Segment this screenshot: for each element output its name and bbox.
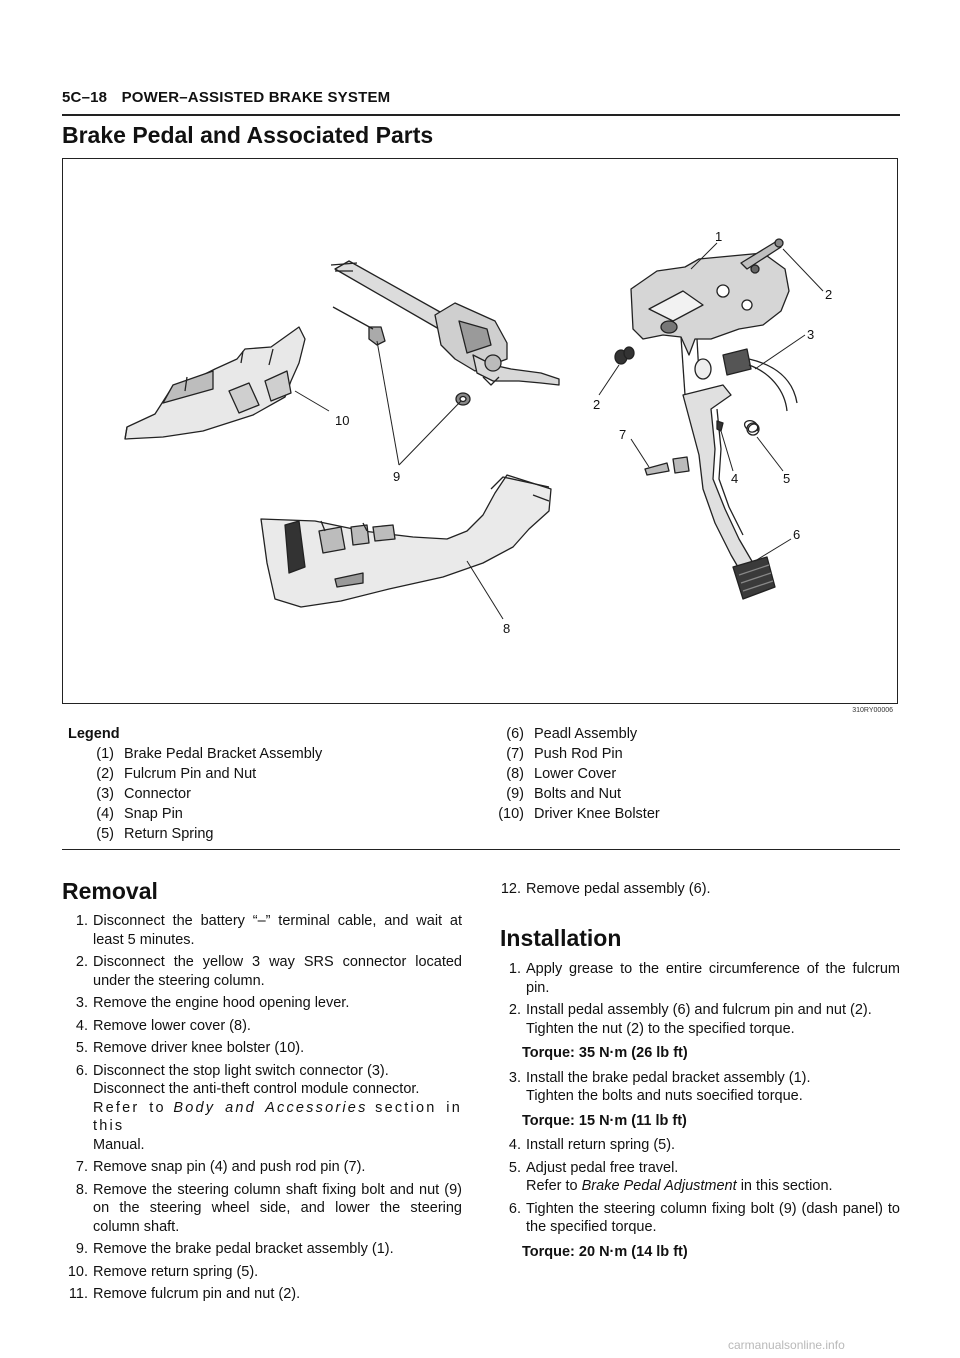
step-number: 1. [75,913,88,929]
step-text: Remove snap pin (4) and push rod pin (7). [93,1159,366,1175]
installation-step2-note: Tighten the nut (2) to the specified torque. [526,1020,795,1037]
legend-num: (4) [96,806,114,822]
step-number: 4. [508,1137,521,1153]
lower-cover-drawing [261,475,551,607]
installation-step3-note: Tighten the bolts and nuts soecified torque. [526,1088,803,1104]
note-text: Refer to [93,1099,166,1116]
legend-left [70,724,322,844]
note-text: Manual. [93,1136,145,1153]
legend-item [480,744,660,764]
legend-num: (5) [96,826,114,842]
step-number: 12. [500,881,521,897]
removal-step6-note [62,1080,462,1154]
note-text: section in this [93,1099,462,1134]
legend-item [480,784,660,804]
legend-item [70,824,322,844]
legend-num: (2) [96,766,114,782]
callout-2-pin: 2 [825,287,833,302]
legend-text: Lower Cover [534,766,617,782]
callout-6: 6 [793,527,801,542]
step-number: 11. [68,1286,88,1302]
knee-bolster-drawing [125,327,305,439]
legend-text: Peadl Assembly [534,726,638,742]
step-text: Remove pedal assembly (6). [526,881,711,897]
installation-step [495,1159,900,1178]
step-number: 8. [75,1181,88,1198]
legend-item [70,744,322,764]
running-header [62,89,390,106]
step-text: Apply grease to the entire circumference of the fulcrum pin. [526,961,900,996]
callout-4: 4 [731,471,739,486]
step-text: Remove the steering column shaft fixing bolt and nut (9) on the steering wheel side, and lower the steering column shaft. [93,1181,462,1235]
removal-step [62,994,462,1013]
installation-heading: Installation [500,925,622,951]
step-text: Adjust pedal free travel. [526,1159,679,1176]
legend-num: (8) [506,766,524,782]
legend-text: Return Spring [124,826,214,842]
step-text: Disconnect the battery “–” terminal cable, and wait at least 5 minutes. [93,913,462,948]
installation-step [495,1200,900,1237]
manual-reference: Brake Pedal Adjustment [581,1178,737,1194]
header-rule [62,114,900,116]
legend-num: (10) [498,806,524,822]
step-text: Remove driver knee bolster (10). [93,1040,305,1056]
removal-step [62,953,462,990]
removal-step [62,1263,462,1282]
step-text: Remove the brake pedal bracket assembly (1). [93,1241,394,1257]
parts-illustration [62,158,898,714]
legend-right [480,724,660,824]
step-text: Install return spring (5). [526,1137,676,1153]
legend-num: (7) [506,746,524,762]
note-text: Disconnect the anti-theft control module connector. [93,1081,420,1097]
page-title: Brake Pedal and Associated Parts [62,122,434,148]
removal-heading: Removal [62,878,158,904]
torque-spec: Torque: 35 N·m (26 lb ft) [522,1045,688,1061]
callout-2-nut: 2 [593,397,601,412]
torque-spec: Torque: 15 N·m (11 lb ft) [522,1112,687,1129]
removal-step [62,1285,462,1304]
step-number: 9. [75,1241,88,1257]
legend-heading: Legend [68,726,120,742]
removal-step [62,1062,462,1081]
removal-step [62,1017,462,1036]
step-number: 4. [75,1017,88,1034]
callout-10: 10 [335,413,350,428]
step-number: 6. [508,1200,521,1217]
section-name: POWER–ASSISTED BRAKE SYSTEM [121,89,391,106]
step-text: Remove return spring (5). [93,1263,259,1280]
note-text: in this section. [740,1178,833,1194]
legend-text: Bolts and Nut [534,786,622,802]
pedal-bracket-drawing [615,239,797,599]
legend-item [70,784,322,804]
installation-step [495,960,900,997]
callout-1: 1 [715,229,723,244]
legend-item [70,764,322,784]
legend-num: (3) [96,786,114,802]
legend-item [480,724,660,744]
removal-step [62,1181,462,1237]
legend-rule [62,849,900,850]
legend-text: Brake Pedal Bracket Assembly [124,746,323,762]
removal-step [62,1240,462,1259]
step-number: 7. [75,1159,88,1175]
legend-text: Push Rod Pin [534,746,623,762]
legend-item [480,764,660,784]
step-text: Install pedal assembly (6) and fulcrum pin and nut (2). [526,1002,872,1018]
steering-column-drawing [331,261,559,405]
installation-step [495,1136,900,1155]
installation-step [495,1001,900,1020]
step-text: Tighten the steering column fixing bolt (9) (dash panel) to the specified torque. [526,1200,900,1235]
torque-spec: Torque: 20 N·m (14 lb ft) [522,1243,688,1260]
step-text: Remove the engine hood opening lever. [93,995,350,1011]
step-text: Remove fulcrum pin and nut (2). [93,1286,301,1302]
legend-text: Fulcrum Pin and Nut [124,766,257,782]
removal-step [62,1158,462,1177]
callout-5: 5 [783,471,791,486]
installation-step5-note [495,1177,900,1196]
note-text: Refer to [526,1178,578,1194]
legend-item [70,804,322,824]
removal-steps [62,912,462,1308]
step-number: 1. [508,961,521,977]
figure-code: 310RY00006 [852,707,893,714]
step-number: 3. [508,1069,521,1086]
removal-step [495,880,900,899]
step-number: 2. [508,1002,521,1018]
step-text: Remove lower cover (8). [93,1017,251,1034]
legend-text: Snap Pin [124,806,183,822]
watermark-footer: carmanualsonline.info [728,1338,845,1352]
callout-8: 8 [503,621,511,636]
legend-text: Driver Knee Bolster [534,806,660,822]
installation-steps [495,960,900,1267]
legend-num: (6) [506,726,524,742]
legend-num: (1) [96,746,114,762]
callout-9: 9 [393,469,401,484]
page-number: 5C–18 [62,89,108,106]
step-number: 2. [75,954,88,970]
manual-reference: Body and Accessories [173,1099,368,1116]
removal-step [62,1039,462,1058]
legend-num: (9) [506,786,524,802]
step-number: 10. [67,1263,88,1280]
removal-step [62,912,462,949]
step-text: Disconnect the yellow 3 way SRS connector located under the steering column. [93,954,462,989]
removal-steps-continued [495,880,900,903]
step-number: 6. [75,1062,88,1079]
step-text: Install the brake pedal bracket assembly (1). [526,1069,811,1086]
step-number: 5. [508,1159,521,1176]
illustration-drawing [63,159,899,705]
legend-text: Connector [124,786,191,802]
legend-item [480,804,660,824]
callout-7: 7 [619,427,627,442]
step-number: 3. [75,995,88,1011]
installation-step [495,1069,900,1088]
step-text: Disconnect the stop light switch connector (3). [93,1062,389,1079]
callout-3: 3 [807,327,815,342]
step-number: 5. [75,1040,88,1056]
